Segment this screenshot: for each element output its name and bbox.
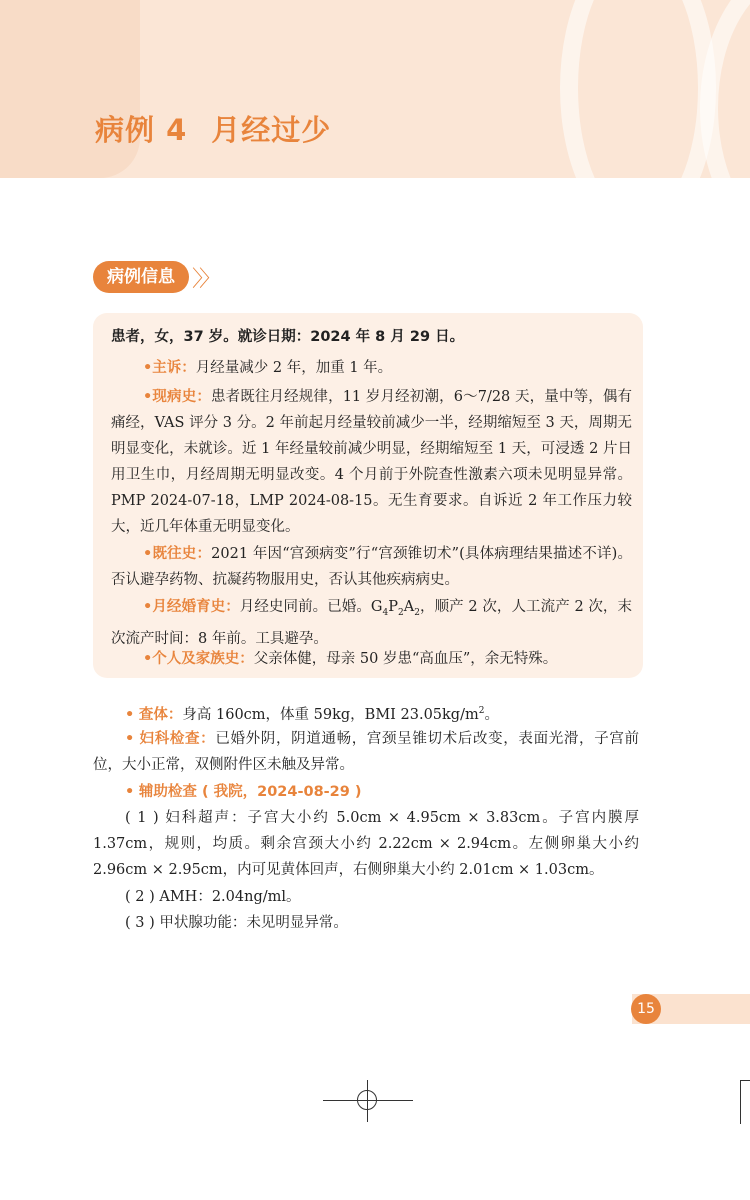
page-title	[95, 108, 331, 149]
menstrual-history: •月经婚育史：月经史同前。已婚。$G_4P_2A_2$，顺产 2 次，人工流产 2 次，末次流产时间：8 年前。工具避孕。	[111, 599, 632, 647]
section-tag: 病例信息	[93, 261, 189, 293]
corner-crop-mark	[740, 1080, 750, 1124]
aux-item-thyroid: ( 3 ) 甲状腺功能：未见明显异常。	[125, 915, 348, 931]
header-band	[0, 0, 750, 178]
case-title: 月经过少	[211, 113, 332, 147]
auxiliary-exam-heading: • 辅助检查 ( 我院，2024-08-29 )	[125, 784, 362, 800]
aux-item-amh: ( 2 ) AMH：2.04ng/ml。	[125, 889, 301, 905]
header-decor-swirl	[560, 0, 716, 178]
header-decor-block	[0, 0, 140, 178]
physical-exam: • 查体：身高 160cm，体重 59kg，BMI $23.05kg/m^2$。	[125, 706, 499, 723]
case-number: 病例 4	[95, 113, 188, 147]
registration-mark-icon	[357, 1090, 377, 1110]
page-number: 15	[631, 994, 661, 1024]
patient-intro: 患者，女，37 岁。就诊日期：2024 年 8 月 29 日。	[111, 329, 465, 345]
gynecologic-exam: • 妇科检查：已婚外阴，阴道通畅，宫颈呈锥切术后改变，表面光滑，子宫前位，大小正常，双侧附件区未触及异常。	[93, 731, 640, 773]
present-illness: •现病史：患者既往月经规律，11 岁月经初潮，6～7/28 天，量中等，偶有痛经，VAS 评分 3 分。2 年前起月经量较前减少一半，经期缩短至 3 天，周期无明显变化，未就诊。近 1 年经量较前减少明显，经期缩短至 1 天，可浸透 2 片日用卫生巾，月经周期无明显改变。4 个月前于外院查性激素六项未见明显异常。PMP 2024-07-18，LMP 2024-08-15。无生育要求。自诉近 2 年工作压力较大，近几年体重无明显变化。	[111, 389, 632, 535]
family-history: •个人及家族史：父亲体健，母亲 50 岁患“高血压”，余无特殊。	[143, 651, 558, 667]
aux-item-ultrasound: ( 1 ) 妇科超声：子宫大小约 5.0cm × 4.95cm × 3.83cm。子宫内膜厚 1.37cm，规则，均质。剩余宫颈大小约 2.22cm × 2.94cm。左侧卵巢大小约 2.96cm × 2.95cm，内可见黄体回声，右侧卵巢大小约 2.01cm × 1.03cm。	[93, 810, 639, 878]
chief-complaint: •主诉：月经量减少 2 年，加重 1 年。	[143, 360, 393, 376]
double-chevron-icon: 〉〉	[192, 267, 218, 292]
past-history: •既往史：2021 年因“宫颈病变”行“宫颈锥切术”(具体病理结果描述不详)。否认避孕药物、抗凝药物服用史，否认其他疾病病史。	[111, 546, 632, 588]
